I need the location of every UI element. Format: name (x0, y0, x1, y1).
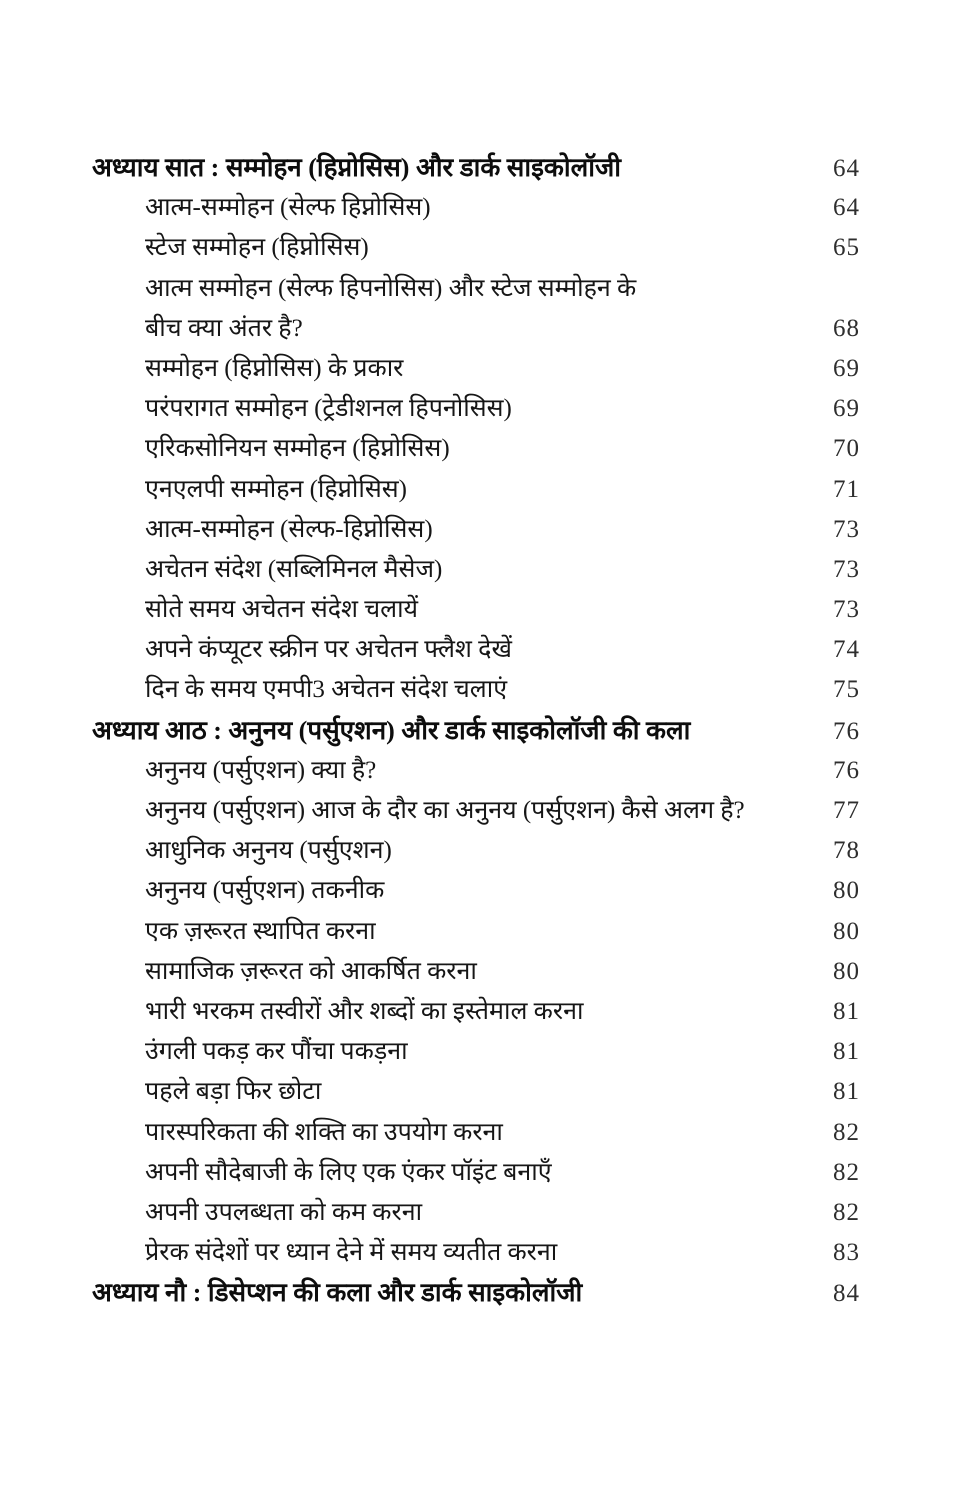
toc-entry-label: स्टेज सम्मोहन (हिप्नोसिस) (145, 234, 369, 262)
toc-entry-page-number: 81 (833, 1078, 860, 1106)
toc-entry-label: पहले बड़ा फिर छोटा (145, 1078, 322, 1106)
toc-entry (92, 1113, 860, 1153)
toc-entry-label: अनुनय (पर्सुएशन) क्या है? (145, 756, 377, 784)
toc-entry-page-number: 80 (833, 917, 860, 945)
toc-entry-label: अपनी सौदेबाजी के लिए एक एंकर पॉइंट बनाएँ (145, 1158, 552, 1186)
toc-entry-label: परंपरागत सम्मोहन (ट्रेडीशनल हिपनोसिस) (145, 395, 512, 423)
toc-entry-label: अपने कंप्यूटर स्क्रीन पर अचेतन फ्लैश देखें (145, 636, 512, 664)
toc-entry (92, 992, 860, 1032)
toc-entry-page-number: 69 (833, 354, 860, 382)
toc-entry-label: अध्याय आठ : अनुनय (पर्सुएशन) और डार्क साइकोलॉजी की कला (92, 715, 691, 745)
toc-entry-page-number: 82 (833, 1158, 860, 1186)
toc-entry-label: आत्म-सम्मोहन (सेल्फ हिप्नोसिस) (145, 194, 431, 222)
toc-entry-page-number: 71 (833, 475, 860, 503)
toc-entry-label: अचेतन संदेश (सब्लिमिनल मैसेज) (145, 555, 443, 583)
toc-entry-label: आधुनिक अनुनय (पर्सुएशन) (145, 837, 392, 865)
toc-entry (92, 188, 860, 228)
toc-entry-label: प्रेरक संदेशों पर ध्यान देने में समय व्यतीत करना (145, 1239, 558, 1267)
toc-entry (92, 952, 860, 992)
toc-entry-label: अपनी उपलब्धता को कम करना (145, 1198, 423, 1226)
toc-entry-page-number: 69 (833, 395, 860, 423)
toc-entry-page-number: 76 (833, 756, 860, 784)
toc-entry-page-number: 70 (833, 435, 860, 463)
toc-entry-page-number: 78 (833, 837, 860, 865)
toc-entry-label: पारस्परिकता की शक्ति का उपयोग करना (145, 1118, 503, 1146)
toc-entry-label: बीच क्या अंतर है? (145, 314, 303, 342)
toc-entry-label: अनुनय (पर्सुएशन) आज के दौर का अनुनय (पर्सुएशन) कैसे अलग है? (145, 797, 745, 824)
toc-entry-label: अध्याय सात : सम्मोहन (हिप्नोसिस) और डार्क साइकोलॉजी (92, 153, 621, 182)
toc-entry (92, 228, 860, 268)
toc-entry-page-number: 81 (833, 1038, 860, 1066)
toc-entry (92, 831, 860, 871)
toc-entry-label: सोते समय अचेतन संदेश चलायें (145, 596, 419, 624)
toc-entry-page-number: 76 (833, 717, 860, 745)
toc-entry (92, 1233, 860, 1273)
table-of-contents (92, 148, 860, 1313)
toc-entry-page-number: 64 (833, 155, 860, 182)
toc-entry-page-number: 82 (833, 1118, 860, 1146)
toc-entry-page-number: 84 (833, 1280, 860, 1308)
toc-entry-page-number: 81 (833, 997, 860, 1025)
toc-entry-page-number: 73 (833, 555, 860, 583)
toc-entry-page-number: 77 (833, 797, 860, 824)
toc-entry-label: अध्याय नौ : डिसेप्शन की कला और डार्क साइकोलॉजी (92, 1278, 583, 1308)
toc-entry-label: भारी भरकम तस्वीरों और शब्दों का इस्तेमाल करना (145, 997, 584, 1025)
toc-entry (92, 269, 860, 309)
toc-entry (92, 550, 860, 590)
toc-entry-label: सामाजिक ज़रूरत को आकर्षित करना (145, 957, 477, 985)
toc-entry-label: एक ज़रूरत स्थापित करना (145, 917, 376, 945)
toc-entry-page-number: 73 (833, 596, 860, 624)
toc-entry (92, 590, 860, 630)
toc-entry (92, 871, 860, 911)
toc-entry-label: आत्म सम्मोहन (सेल्फ हिपनोसिस) और स्टेज सम्मोहन के (145, 274, 637, 302)
toc-entry (92, 1153, 860, 1193)
toc-entry-label: आत्म-सम्मोहन (सेल्फ-हिप्नोसिस) (145, 515, 433, 543)
toc-entry (92, 1193, 860, 1233)
toc-entry-page-number: 64 (833, 194, 860, 222)
toc-entry (92, 1273, 860, 1313)
toc-entry-page-number: 75 (833, 676, 860, 704)
toc-entry-page-number: 82 (833, 1198, 860, 1226)
toc-entry-page-number: 74 (833, 636, 860, 664)
toc-entry-page-number: 68 (833, 314, 860, 342)
toc-entry-label: एनएलपी सम्मोहन (हिप्नोसिस) (145, 475, 407, 503)
toc-entry-page-number: 80 (833, 877, 860, 905)
toc-entry-label: दिन के समय एमपी3 अचेतन संदेश चलाएं (145, 676, 508, 704)
toc-entry (92, 670, 860, 710)
toc-entry (92, 349, 860, 389)
toc-entry-label: अनुनय (पर्सुएशन) तकनीक (145, 877, 385, 905)
toc-entry (92, 389, 860, 429)
toc-entry-label: एरिकसोनियन सम्मोहन (हिप्नोसिस) (145, 435, 450, 463)
toc-entry (92, 711, 860, 751)
toc-entry-page-number: 80 (833, 957, 860, 985)
toc-entry (92, 148, 860, 188)
toc-entry-label: सम्मोहन (हिप्नोसिस) के प्रकार (145, 354, 404, 382)
toc-entry (92, 791, 860, 831)
toc-entry-page-number: 83 (833, 1239, 860, 1267)
toc-entry (92, 912, 860, 952)
toc-entry (92, 309, 860, 349)
toc-entry-page-number: 65 (833, 234, 860, 262)
toc-entry (92, 1032, 860, 1072)
toc-entry (92, 751, 860, 791)
toc-entry (92, 510, 860, 550)
toc-entry (92, 429, 860, 469)
toc-entry (92, 630, 860, 670)
toc-entry-page-number: 73 (833, 515, 860, 543)
toc-entry (92, 470, 860, 510)
toc-entry (92, 1072, 860, 1112)
toc-entry-label: उंगली पकड़ कर पौंचा पकड़ना (145, 1038, 408, 1066)
